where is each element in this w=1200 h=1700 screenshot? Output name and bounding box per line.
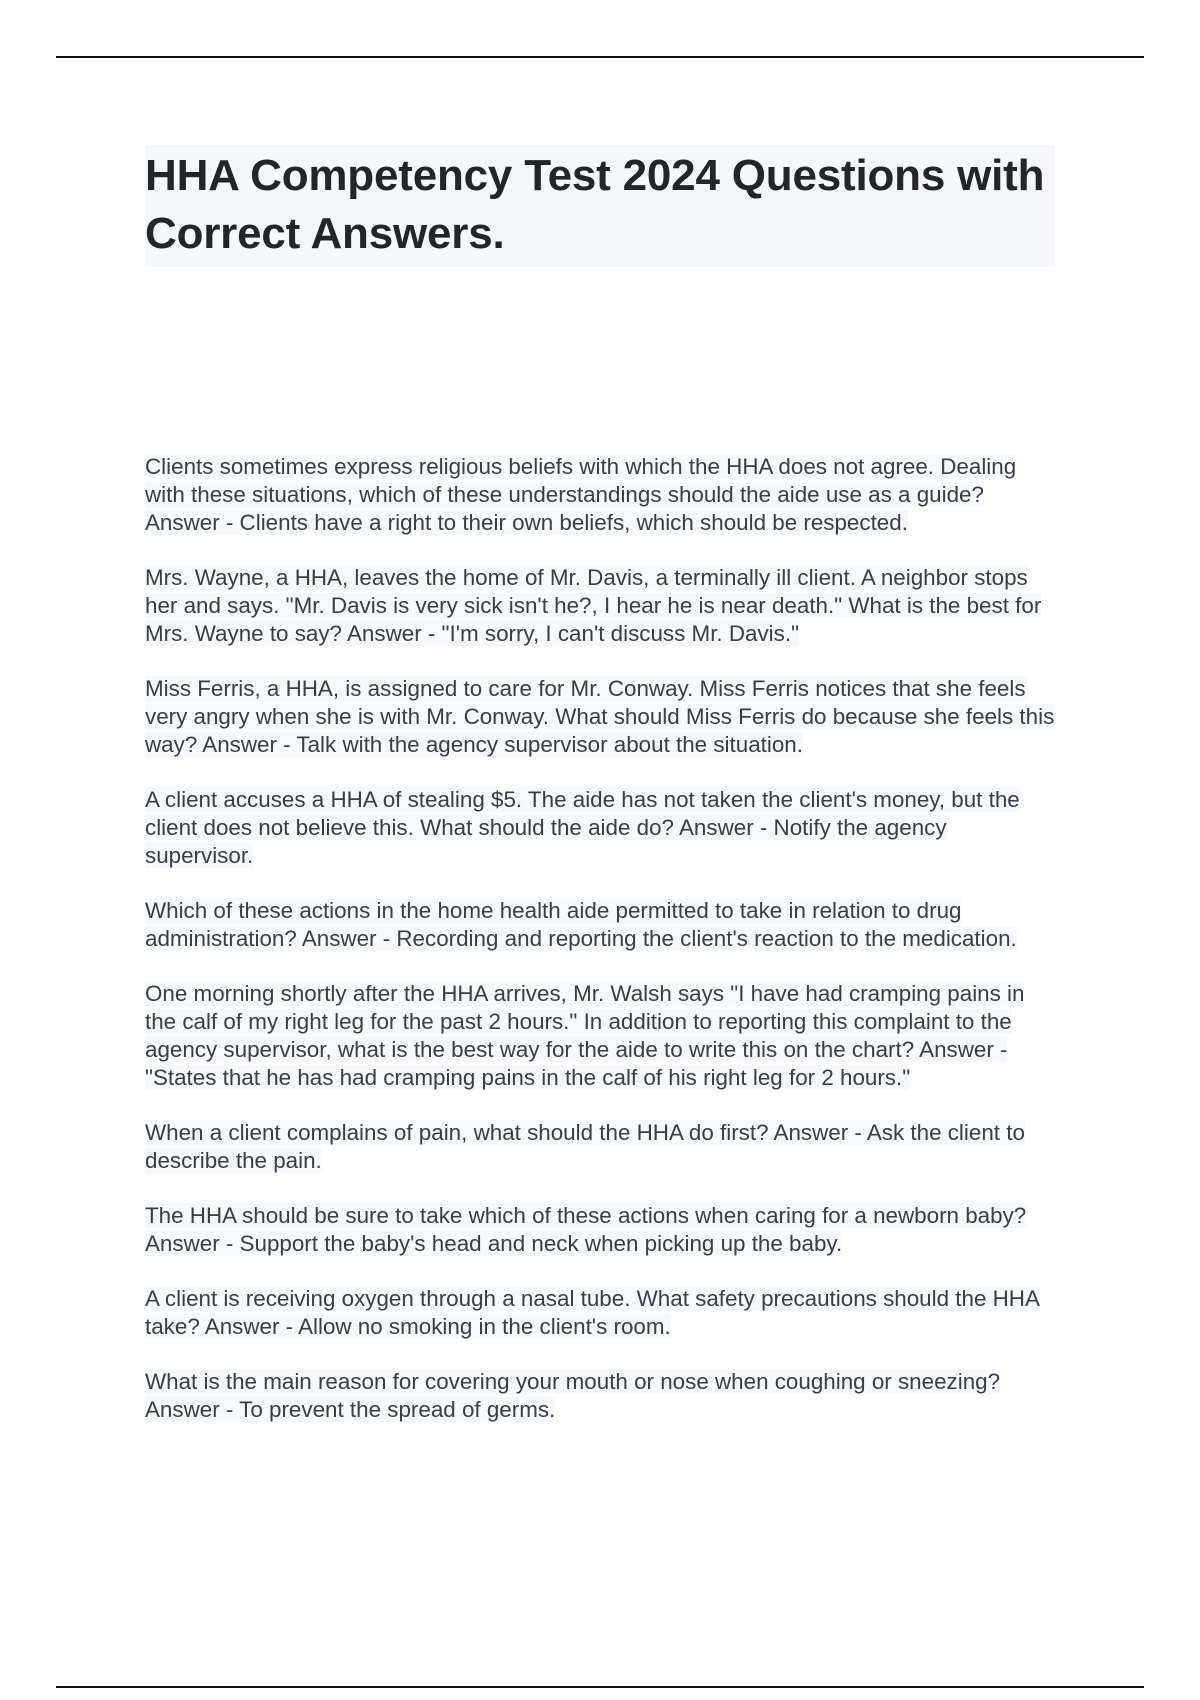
qa-text: What is the main reason for covering your mouth or nose when coughing or sneezing? Answer - To prevent the spread of germs. — [145, 1369, 1001, 1422]
qa-text: Clients sometimes express religious beliefs with which the HHA does not agree. Dealing with these situations, which of these understandings should the aide use as a guide? Answer - Clients have a right to their own beliefs, which should be respected. — [145, 454, 1017, 535]
title-block — [145, 145, 1055, 267]
qa-text: Which of these actions in the home health aide permitted to take in relation to drug administration? Answer - Recording and reporting the client's reaction to the medication. — [145, 898, 1017, 951]
qa-item — [145, 564, 1055, 648]
qa-text: Miss Ferris, a HHA, is assigned to care for Mr. Conway. Miss Ferris notices that she feels very angry when she is with Mr. Conway. What should Miss Ferris do because she feels this way? Answer - Talk with the agency supervisor about the situation. — [145, 676, 1055, 757]
qa-text: A client is receiving oxygen through a nasal tube. What safety precautions should the HHA take? Answer - Allow no smoking in the client's room. — [145, 1286, 1040, 1339]
qa-item — [145, 980, 1055, 1092]
qa-text: One morning shortly after the HHA arrives, Mr. Walsh says "I have had cramping pains in the calf of my right leg for the past 2 hours." In addition to reporting this complaint to the agency supervisor, what is the best way for the aide to write this on the chart? Answer - "States that he has had cramping pains in the calf of his right leg for 2 hours." — [145, 981, 1025, 1090]
qa-item — [145, 786, 1055, 870]
qa-item — [145, 1202, 1055, 1258]
bottom-rule — [56, 1686, 1144, 1688]
qa-item — [145, 1119, 1055, 1175]
qa-text: The HHA should be sure to take which of these actions when caring for a newborn baby? Answer - Support the baby's head and neck when picking up the baby. — [145, 1203, 1027, 1256]
qa-list — [145, 453, 1055, 1451]
qa-item — [145, 1285, 1055, 1341]
qa-item — [145, 453, 1055, 537]
qa-text: When a client complains of pain, what should the HHA do first? Answer - Ask the client to describe the pain. — [145, 1120, 1025, 1173]
qa-item — [145, 675, 1055, 759]
document-title: HHA Competency Test 2024 Questions with Correct Answers. — [145, 151, 1045, 258]
qa-item — [145, 1368, 1055, 1424]
qa-text: Mrs. Wayne, a HHA, leaves the home of Mr. Davis, a terminally ill client. A neighbor stops her and says. "Mr. Davis is very sick isn't he?, I hear he is near death." What is the best for Mrs. Wayne to say? Answer - "I'm sorry, I can't discuss Mr. Davis." — [145, 565, 1042, 646]
qa-text: A client accuses a HHA of stealing $5. The aide has not taken the client's money, but the client does not believe this. What should the aide do? Answer - Notify the agency supervisor. — [145, 787, 1020, 868]
top-rule — [56, 56, 1144, 58]
qa-item — [145, 897, 1055, 953]
